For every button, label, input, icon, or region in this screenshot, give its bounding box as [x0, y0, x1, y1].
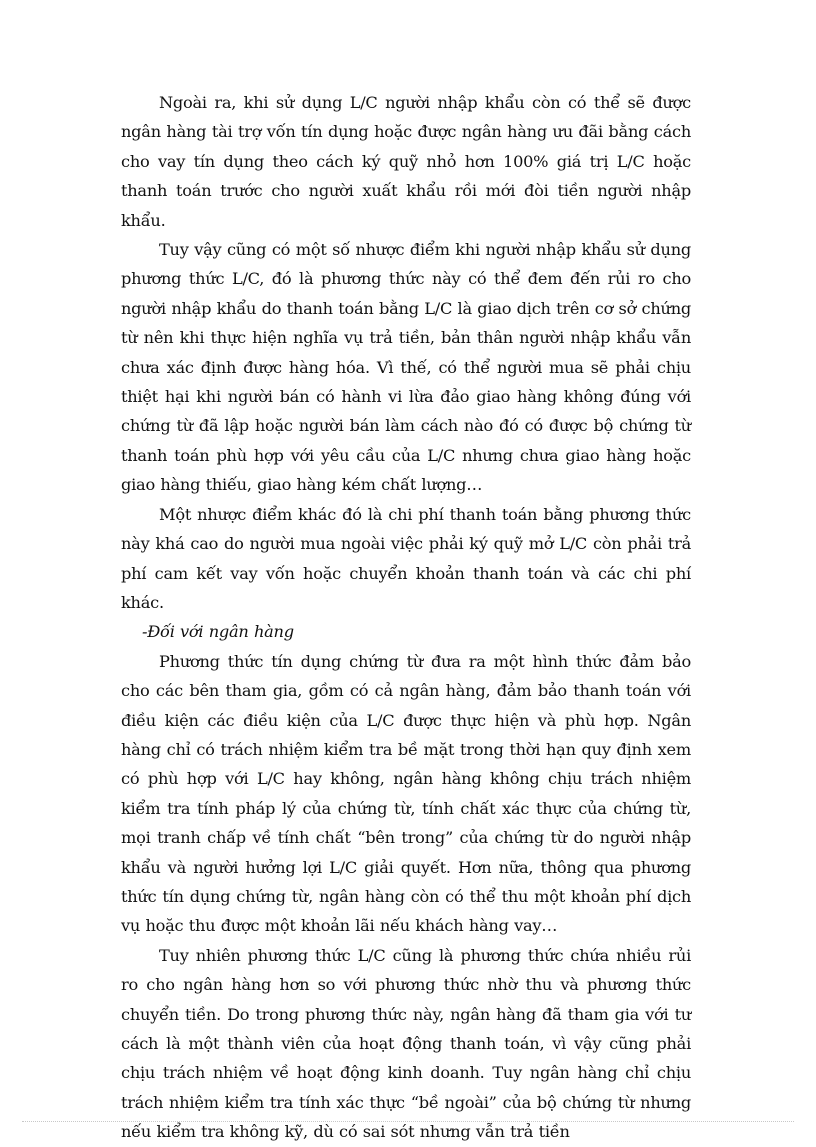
page-bottom-divider — [22, 1121, 794, 1122]
section-heading-bank: -Đối với ngân hàng — [142, 622, 294, 642]
paragraph-cost-drawback: Một nhược điểm khác đó là chi phí thanh toán bằng phương thức này khá cao do người mua ngoài việc phải ký quỹ mở L/C còn phải trả phí cam kết vay vốn hoặc chuyển khoản thanh toán và các chi phí khác. — [121, 504, 691, 612]
paragraph-importer-risks: Tuy vậy cũng có một số nhược điểm khi người nhập khẩu sử dụng phương thức L/C, đó là phương thức này có thể đem đến rủi ro cho người nhập khẩu do thanh toán bằng L/C là giao dịch trên cơ sở chứng từ nên khi thực hiện nghĩa vụ trả tiền, bản thân người nhập khẩu vẫn chưa xác định được hàng hóa. Vì thế, có thể người mua sẽ phải chịu thiệt hại khi người bán có hành vi lừa đảo giao hàng không đúng với chứng từ đã lập hoặc người bán làm cách nào đó có được bộ chứng từ thanh toán phù hợp với yêu cầu của L/C nhưng chưa giao hàng hoặc giao hàng thiếu, giao hàng kém chất lượng… — [121, 240, 691, 495]
paragraph-bank-risks: Tuy nhiên phương thức L/C cũng là phương thức chứa nhiều rủi ro cho ngân hàng hơn so với phương thức nhờ thu và phương thức chuyển tiền. Do trong phương thức này, ngân hàng đã tham gia với tư cách là một thành viên của hoạt động thanh toán, vì vậy cũng phải chịu trách nhiệm về hoạt động kinh doanh. Tuy ngân hàng chỉ chịu trách nhiệm kiểm tra tính xác thực “bề ngoài” của bộ chứng từ nhưng nếu kiểm tra không kỹ, dù có sai sót nhưng vẫn trả tiền — [121, 945, 691, 1142]
paragraph-bank-benefits: Phương thức tín dụng chứng từ đưa ra một hình thức đảm bảo cho các bên tham gia, gồm có cả ngân hàng, đảm bảo thanh toán với điều kiện các điều kiện của L/C được thực hiện và phù hợp. Ngân hàng chỉ có trách nhiệm kiểm tra bề mặt trong thời hạn quy định xem có phù hợp với L/C hay không, ngân hàng không chịu trách nhiệm kiểm tra tính pháp lý của chứng từ, tính chất xác thực của chứng từ, mọi tranh chấp về tính chất “bên trong” của chứng từ do người nhập khẩu và người hưởng lợi L/C giải quyết. Hơn nữa, thông qua phương thức tín dụng chứng từ, ngân hàng còn có thể thu một khoản phí dịch vụ hoặc thu được một khoản lãi nếu khách hàng vay… — [121, 651, 691, 936]
paragraph-importer-benefits: Ngoài ra, khi sử dụng L/C người nhập khẩu còn có thể sẽ được ngân hàng tài trợ vốn tín dụng hoặc được ngân hàng ưu đãi bằng cách cho vay tín dụng theo cách ký quỹ nhỏ hơn 100% giá trị L/C hoặc thanh toán trước cho người xuất khẩu rồi mới đòi tiền người nhập khẩu. — [121, 93, 691, 230]
document-page — [121, 88, 691, 1147]
